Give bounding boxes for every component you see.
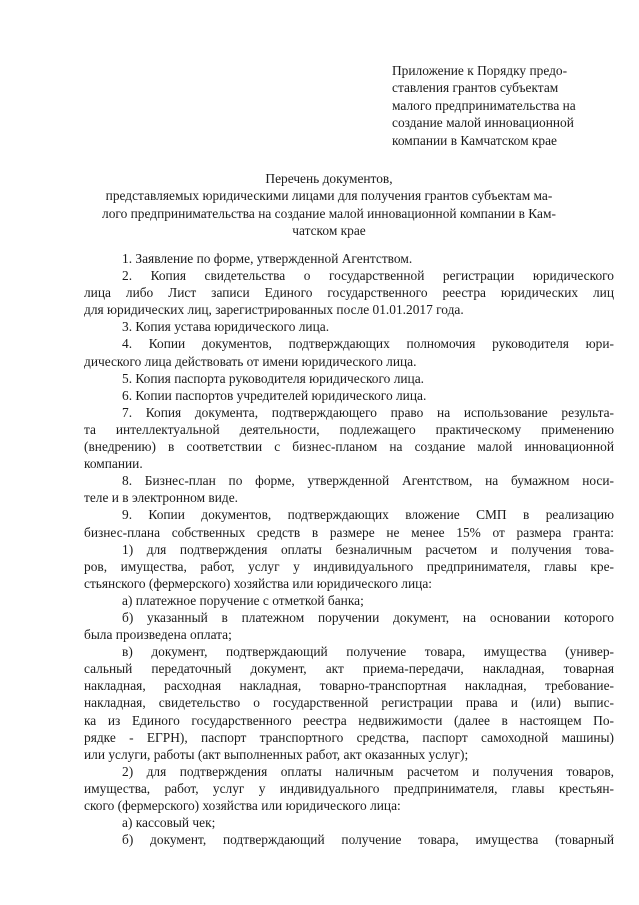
appendix-line: компании в Камчатском крае — [392, 132, 558, 148]
body-line: а) платежное поручение с отметкой банка; — [122, 592, 364, 608]
body-line: теле и в электронном виде. — [84, 490, 239, 506]
document-title — [84, 170, 574, 240]
title-line: чатском крае — [292, 223, 366, 239]
body-line: лица либо Лист записи Единого государственного реестра юридических лиц — [84, 285, 614, 301]
title-line: Перечень документов, — [265, 171, 393, 186]
body-line: (внедрению) в соответствии с бизнес-планом на создание малой инновационной — [84, 439, 614, 455]
body-line: 5. Копия паспорта руководителя юридического лица. — [122, 370, 424, 386]
body-line: рядке - ЕГРН), паспорт транспортного средства, паспорт самоходной машины) — [84, 729, 614, 745]
body-line: 1) для подтверждения оплаты безналичным расчетом и получения това- — [122, 541, 614, 557]
body-line: для юридических лиц, зарегистрированных после 01.01.2017 года. — [84, 302, 464, 318]
body-line: б) документ, подтверждающий получение товара, имущества (товарный — [122, 832, 614, 848]
body-line: 4. Копии документов, подтверждающих полномочия руководителя юри- — [122, 336, 614, 352]
body-line: 2. Копия свидетельства о государственной регистрации юридического — [122, 268, 614, 284]
body-line: бизнес-плана собственных средств в размере не менее 15% от размера гранта: — [84, 524, 614, 540]
body-line: 1. Заявление по форме, утвержденной Агентством. — [122, 251, 413, 266]
body-line: 6. Копии паспортов учредителей юридического лица. — [122, 387, 427, 403]
body-line: имущества, работ, услуг у индивидуального предпринимателя, главы крестьян- — [84, 780, 614, 796]
document-body — [84, 250, 614, 848]
body-line: ского (фермерского) хозяйства или юридического лица: — [84, 798, 401, 813]
body-line: дического лица действовать от имени юридического лица. — [84, 353, 417, 369]
body-line: в) документ, подтверждающий получение товара, имущества (универ- — [122, 644, 614, 660]
body-line: накладная, свидетельство о государственной регистрации права и (или) выпис- — [84, 695, 614, 711]
appendix-line: Приложение к Порядку предо- — [392, 63, 568, 78]
body-line: 8. Бизнес-план по форме, утвержденной Агентством, на бумажном носи- — [122, 473, 614, 489]
body-line: б) указанный в платежном поручении документ, на основании которого — [122, 609, 614, 625]
body-line: 9. Копии документов, подтверждающих вложение СМП в реализацию — [122, 507, 614, 523]
body-line: 7. Копия документа, подтверждающего право на использование результа- — [122, 404, 614, 420]
body-line: компании. — [84, 456, 143, 472]
body-line: а) кассовый чек; — [122, 815, 216, 831]
body-line: 3. Копия устава юридического лица. — [122, 319, 330, 335]
title-line: лого предпринимательства на создание малой инновационной компании в Кам- — [102, 205, 556, 221]
appendix-note — [392, 62, 610, 149]
appendix-line: создание малой инновационной — [392, 115, 574, 131]
title-line: представляемых юридическими лицами для получения грантов субъектам ма- — [105, 188, 553, 204]
body-line: ка из Единого государственного реестра недвижимости (далее в настоящем По- — [84, 712, 614, 728]
body-line: та интеллектуальной деятельности, подлежащего практическому применению — [84, 421, 614, 437]
body-line: 2) для подтверждения оплаты наличным расчетом и получения товаров, — [122, 763, 614, 779]
appendix-line: ставления грантов субъектам — [392, 80, 559, 96]
body-line: была произведена оплата; — [84, 627, 232, 643]
body-line: накладная, расходная накладная, товарно-транспортная накладная, требование- — [84, 678, 614, 694]
appendix-line: малого предпринимательства на — [392, 97, 576, 113]
body-line: сальный передаточный документ, акт приема-передачи, накладная, товарная — [84, 661, 614, 677]
body-line: или услуги, работы (акт выполненных работ, акт оказанных услуг); — [84, 746, 469, 762]
body-line: ров, имущества, работ, услуг у индивидуального предпринимателя, главы кре- — [84, 558, 614, 574]
body-line: стьянского (фермерского) хозяйства или юридического лица: — [84, 575, 432, 591]
